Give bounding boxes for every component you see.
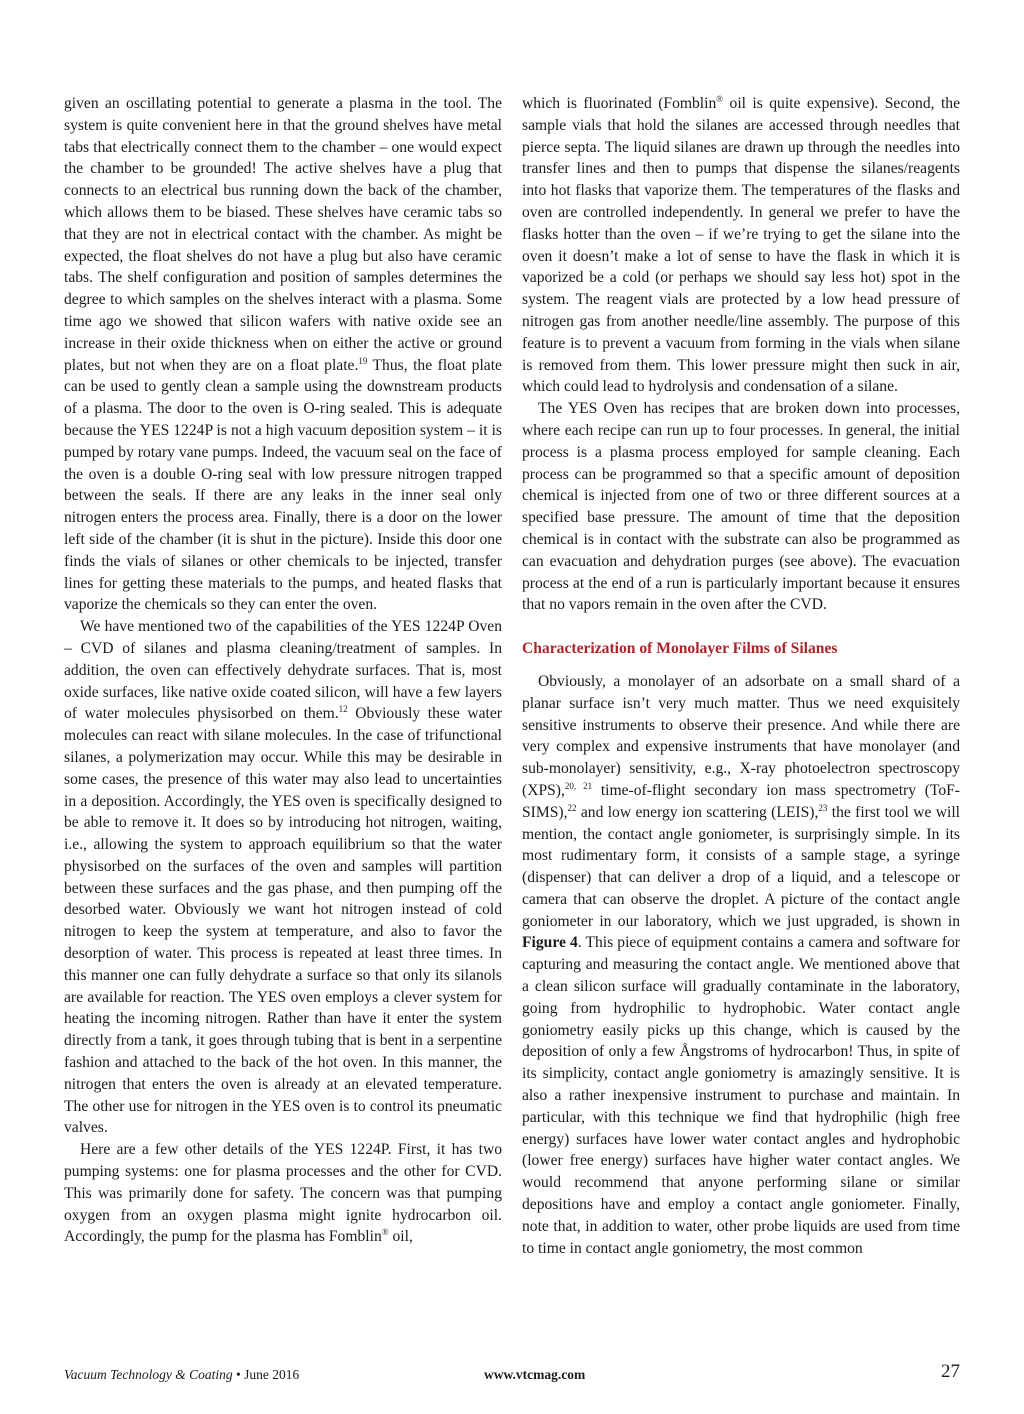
paragraph <box>522 671 960 1260</box>
text-run: time-of-flight secondary ion mass spectrometry (ToF-SIMS), <box>522 781 960 821</box>
paragraph <box>64 93 502 616</box>
paragraph <box>64 616 502 1139</box>
reference-superscript: 12 <box>338 704 348 715</box>
registered-mark: ® <box>381 1227 389 1238</box>
page-number: 27 <box>941 1361 960 1382</box>
text-run: which is fluorinated (Fomblin <box>522 95 717 112</box>
paragraph <box>522 93 960 398</box>
text-run: the first tool we will mention, the contact angle goniometer, is surprisingly simple. In its most rudimentary form, it consists of a sample stage, a syringe (dispenser) that can deliver a drop of a liquid, and a telescope or camera that can observe the droplet. A picture of the contact angle goniometer in our laboratory, which we just upgraded, is shown in <box>522 803 960 930</box>
text-run: Obviously these water molecules can react with silane molecules. In the case of trifunctional silanes, a polymerization may occur. While this may be desirable in some cases, the presence of this water may also lead to uncertainties in a deposition. Accordingly, the YES oven is specifically designed to be able to remove it. It does so by introducing hot nitrogen, waiting, i.e., allowing the system to approach equilibrium so that the water physisorbed on the surfaces of the oven and samples will partition between these surfaces and the gas phase, and then pumping off the desorbed water. Obviously we want hot nitrogen instead of cold nitrogen to keep the system at temperature, and also to favor the desorption of water. This process is repeated at least three times. In this manner one can fully dehydrate a surface so that only its silanols are available for reaction. The YES oven employs a clever system for heating the incoming nitrogen. Rather than have it enter the system directly from a tank, it goes through tubing that is bent in a serpentine fashion and attached to the back of the hot oven. In this manner, the nitrogen that enters the oven is already at an elevated temperature. The other use for nitrogen in the YES oven is to control its pneumatic valves. <box>64 705 502 1137</box>
text-run: and low energy ion scattering (LEIS), <box>576 803 819 821</box>
right-column <box>522 93 960 1259</box>
section-heading: Characterization of Monolayer Films of Silanes <box>522 640 838 658</box>
text-run: oil, <box>388 1228 413 1246</box>
left-column <box>64 93 502 1248</box>
bullet-separator: • <box>236 1367 241 1382</box>
reference-superscript: 20, 21 <box>564 780 593 791</box>
paragraph: The YES Oven has recipes that are broken down into processes, where each recipe can run up to four processes. In general, the initial process is a plasma process employed for sample cleaning. Each process can be programmed so that a specific amount of deposition chemical is injected from one of two or three different sources at a specified base pressure. The amount of time that the deposition chemical is in contact with the substrate can also be programmed as can evacuation and dehydration purges (see above). The evacuation process at the end of a run is particularly important because it ensures that no vapors remain in the oven after the CVD. <box>522 400 960 614</box>
text-run: Here are a few other details of the YES 1224P. First, it has two pumping systems: one for plasma processes and the other for CVD. This was primarily done for safety. The concern was that pumping oxygen from an oxygen plasma might ignite hydrocarbon oil. Accordingly, the pump for the plasma has Fomblin <box>64 1141 502 1246</box>
text-run: We have mentioned two of the capabilities of the YES 1224P Oven – CVD of silanes and plasma cleaning/treatment of samples. In addition, the oven can effectively dehydrate surfaces. That is, most oxide surfaces, like native oxide coated silicon, will have a few layers of water molecules physisorbed on them. <box>64 618 502 723</box>
issue-date: June 2016 <box>244 1367 300 1382</box>
text-run: . This piece of equipment contains a camera and software for capturing and measuring the contact angle. We mentioned above that a clean silicon surface will gradually contaminate in the laboratory, going from hydrophilic to hydrophobic. Water contact angle goniometry easily picks up this change, which is caused by the deposition of only a few Ångstroms of hydrocarbon! Thus, in spite of its simplicity, contact angle goniometry is amazingly sensitive. It is also a rather inexpensive instrument to purchase and maintain. In particular, with this technique we find that hydrophilic (high free energy) surfaces have lower water contact angles and hydrophobic (lower free energy) surfaces have higher water contact angles. We would recommend that anyone performing silane or similar depositions have and employ a contact angle goniometer. Finally, note that, in addition to water, other probe liquids are used from time to time in contact angle goniometry, the most common <box>522 934 960 1257</box>
journal-name: Vacuum Technology & Coating <box>64 1367 233 1382</box>
text-run: given an oscillating potential to generate a plasma in the tool. The system is quite convenient here in that the ground shelves have metal tabs that electrically connect them to the chamber – one would expect the chamber to be grounded! The active shelves have a plug that connects to an electrical bus running down the back of the chamber, which allows them to be biased. These shelves have ceramic tabs so that they are not in electrical contact with the chamber. As might be expected, the float shelves do not have a plug but also have ceramic tabs. The shelf configuration and position of samples determines the degree to which samples on the shelves interact with a plasma. Some time ago we showed that silicon wafers with native oxide see an increase in their oxide thickness when on either the active or ground plates, but not when they are on a float plate. <box>64 95 502 374</box>
figure-reference: Figure 4 <box>522 934 578 952</box>
page-footer <box>64 1361 960 1389</box>
text-run: Thus, the float plate can be used to gently clean a sample using the downstream products of a plasma. The door to the oven is O-ring sealed. This is adequate because the YES 1224P is not a high vacuum deposition system – it is pumped by rotary vane pumps. Indeed, the vacuum seal on the face of the oven is a double O-ring seal with low pressure nitrogen trapped between the seals. If there are any leaks in the inner seal only nitrogen enters the process area. Finally, there is a door on the lower left side of the chamber (it is shut in the picture). Inside this door one finds the vials of silanes or other chemicals to be injected, transfer lines for getting these materials to the pumps, and heated flasks that vaporize the chemicals so they can enter the oven. <box>64 356 502 614</box>
registered-mark: ® <box>716 93 724 104</box>
footer-journal-info <box>64 1367 299 1383</box>
reference-superscript: 19 <box>358 355 368 366</box>
text-run: Obviously, a monolayer of an adsorbate on a small shard of a planar surface isn’t very much matter. Thus we need exquisitely sensitive instruments to observe their presence. And while there are very complex and expensive instruments that have monolayer (and sub-monolayer) sensitivity, e.g., X-ray photoelectron spectroscopy (XPS), <box>522 672 960 799</box>
reference-superscript: 23 <box>818 802 828 813</box>
text-run: oil is quite expensive). Second, the sample vials that hold the silanes are accessed through needles that pierce septa. The liquid silanes are drawn up through the needles into transfer lines and then to pumps that dispense the silanes/reagents into hot flasks that vaporize them. The temperatures of the flasks and oven are controlled independently. In general we prefer to have the flasks hotter than the oven – if we’re trying to get the silane into the oven it doesn’t make a lot of sense to have the flask in which it is vaporized be a cold (or perhaps we should say less hot) spot in the system. The reagent vials are protected by a low head pressure of nitrogen gas from another needle/line assembly. The purpose of this feature is to prevent a vacuum from forming in the vials when silane is removed from them. This lower pressure might then suck in air, which could lead to hydrolysis and condensation of a silane. <box>522 95 961 396</box>
website-url: www.vtcmag.com <box>484 1367 586 1382</box>
paragraph <box>64 1139 502 1248</box>
reference-superscript: 22 <box>567 802 577 813</box>
